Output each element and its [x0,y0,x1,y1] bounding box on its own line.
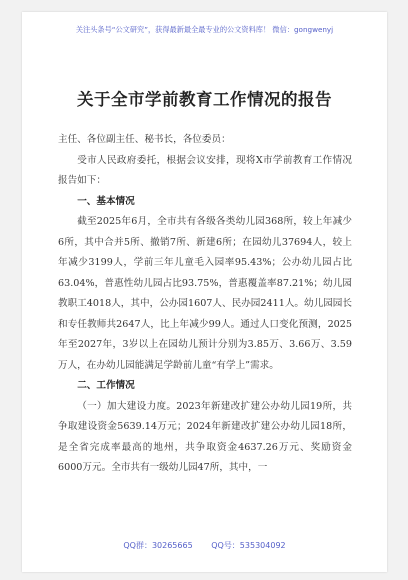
document-body [58,130,352,479]
qq-group-text: QQ群：30265665 [123,541,193,550]
salutation: 主任、各位副主任、秘书长，各位委员： [58,134,231,145]
qq-number-text: QQ号：535304092 [211,541,286,550]
document-title: 关于全市学前教育工作情况的报告 [77,90,332,109]
section-paragraph-work: （一）加大建设力度。2023年新建改扩建公办幼儿园19所，共争取建设资金5639.14万元；2024年新建改扩建公办幼儿园18所，是全省完成率最高的地州，共争取资金4637.26万元、奖励资金6000万元。全市共有一级幼儿园47所，其中，一 [58,400,352,473]
intro-paragraph: 受市人民政府委托，根据会议安排，现将X市学前教育工作情况报告如下： [58,154,352,186]
document-page [22,12,387,572]
section-paragraph-basic: 截至2025年6月，全市共有各级各类幼儿园368所，较上年减少6所，其中合并5所、撤销7所、新建6所；在园幼儿37694人，较上年减少3199人，学前三年儿童毛入园率95.43%；公办幼儿园占比63.04%，普惠性幼儿园占比93.75%，普惠覆盖率87.21%；幼儿园教职工4018人，其中，公办园1607人、民办园2411人。幼儿园园长和专任教师共2647人，比上年减少99人。通过人口变化预测，2025年至2027年，3岁以上在园幼儿预计分别为3.85万、3.66万、3.59万人，在办幼儿园能满足学龄前儿童“有学上”需求。 [58,216,352,371]
page-footer [22,540,387,551]
promo-note: 关注头条号“公文研究”，获得最新最全最专业的公文资料库！ 微信：gongwenyj [75,25,334,34]
section-heading-basic: 一、基本情况 [77,195,135,207]
section-heading-work: 二、工作情况 [77,380,135,391]
